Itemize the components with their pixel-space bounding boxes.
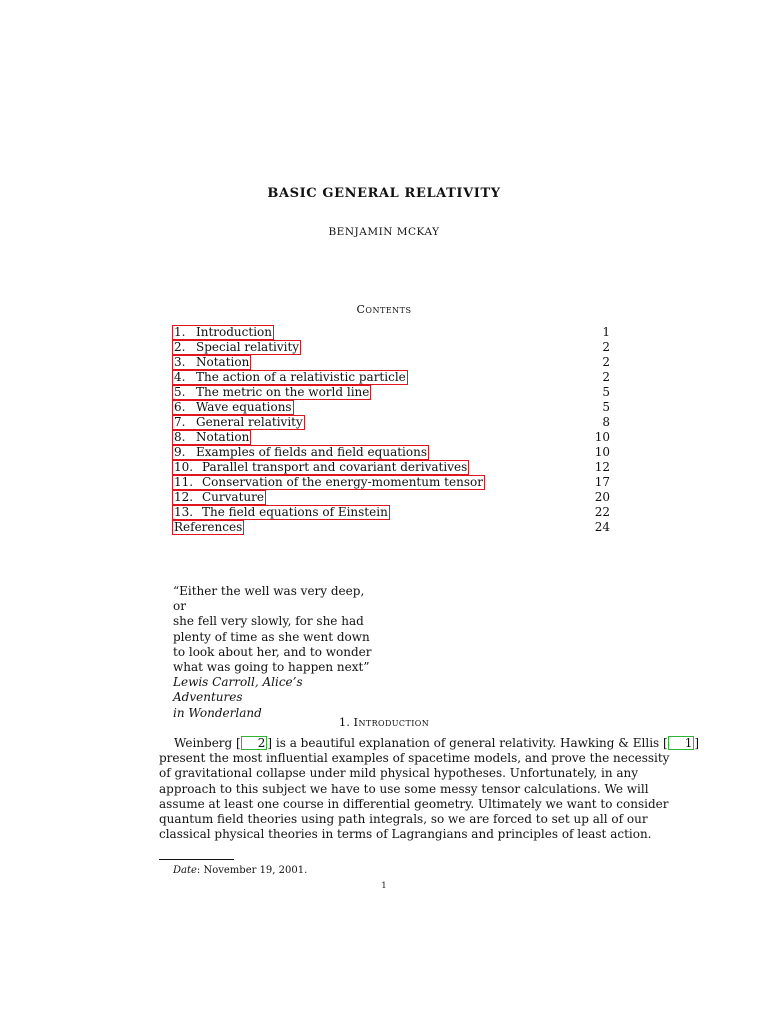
toc-row [172, 370, 610, 385]
epigraph-attribution: in Wonderland [173, 705, 262, 720]
toc-row [172, 415, 610, 430]
toc-row [172, 520, 610, 535]
toc-row [172, 490, 610, 505]
toc-link-einstein-equations[interactable]: 13. The field equations of Einstein [174, 505, 388, 519]
toc-link-parallel-transport[interactable]: 10. Parallel transport and covariant derivatives [174, 460, 468, 474]
paragraph-line: approach to this subject we have to use some messy tensor calculations. We will [159, 781, 649, 796]
toc-row [172, 325, 610, 340]
epigraph-line: what was going to happen next” [173, 660, 370, 675]
toc-row [172, 355, 610, 370]
toc-page-number: 2 [602, 355, 610, 369]
paragraph-line: classical physical theories in terms of Lagrangians and principles of least action. [159, 827, 652, 842]
toc-page-number: 22 [594, 505, 610, 519]
toc-link-notation[interactable]: 3. Notation [174, 355, 250, 369]
toc-link-metric-world-line[interactable]: 5. The metric on the world line [174, 385, 370, 399]
toc-link-references[interactable]: References [174, 520, 243, 534]
toc-row [172, 475, 610, 490]
table-of-contents [172, 325, 610, 535]
footnote-text: : November 19, 2001. [196, 865, 308, 876]
toc-link-curvature[interactable]: 12. Curvature [174, 490, 264, 504]
introduction-paragraph [159, 736, 700, 842]
footnote [173, 865, 307, 876]
toc-page-number: 8 [602, 415, 610, 429]
toc-row [172, 340, 610, 355]
toc-page-number: 24 [594, 520, 610, 534]
toc-row [172, 460, 610, 475]
citation-link[interactable]: 2 [241, 736, 268, 750]
citation-link[interactable]: 1 [668, 736, 695, 750]
toc-link-energy-momentum[interactable]: 11. Conservation of the energy-momentum tensor [174, 475, 483, 489]
paragraph-line: present the most influential examples of spacetime models, and prove the necessity [159, 751, 670, 766]
toc-page-number: 5 [602, 400, 610, 414]
paragraph-line: of gravitational collapse under mild physical hypotheses. Unfortunately, in any [159, 766, 639, 781]
epigraph-line: “Either the well was very deep, or [173, 584, 365, 614]
paragraph-line: assume at least one course in differential geometry. Ultimately we want to consider [159, 796, 669, 811]
footnote-rule [159, 859, 234, 860]
toc-link-fields-equations[interactable]: 9. Examples of fields and field equations [174, 445, 427, 459]
toc-link-general-relativity[interactable]: 7. General relativity [174, 415, 303, 429]
toc-page-number: 10 [594, 445, 610, 459]
section-heading [0, 715, 768, 729]
toc-link-wave-equations[interactable]: 6. Wave equations [174, 400, 292, 414]
epigraph-attribution: Lewis Carroll, Alice’s Adventures [173, 675, 303, 705]
paragraph-line: quantum field theories using path integrals, so we are forced to set up all of our [159, 811, 648, 826]
toc-page-number: 20 [594, 490, 610, 504]
epigraph-line: plenty of time as she went down [173, 629, 370, 644]
toc-page-number: 17 [594, 475, 610, 489]
contents-heading: Contents [356, 303, 412, 316]
toc-link-special-relativity[interactable]: 2. Special relativity [174, 340, 300, 354]
paragraph-line: Weinberg [ 2 ] is a beautiful explanation of general relativity. Hawking & Ellis [ 1 ] [174, 736, 700, 750]
footnote-label: Date [173, 865, 197, 876]
epigraph [173, 584, 373, 721]
paper-author: BENJAMIN MCKAY [328, 226, 440, 238]
toc-page-number: 2 [602, 370, 610, 384]
toc-row [172, 430, 610, 445]
epigraph-line: she fell very slowly, for she had [173, 614, 364, 629]
toc-page-number: 10 [594, 430, 610, 444]
toc-page-number: 5 [602, 385, 610, 399]
section-number: 1. [338, 715, 350, 729]
toc-page-number: 2 [602, 340, 610, 354]
toc-row [172, 400, 610, 415]
toc-row [172, 505, 610, 520]
toc-page-number: 12 [594, 460, 610, 474]
toc-row [172, 445, 610, 460]
toc-link-notation-2[interactable]: 8. Notation [174, 430, 250, 444]
toc-row [172, 385, 610, 400]
epigraph-line: to look about her, and to wonder [173, 644, 372, 659]
toc-link-relativistic-particle[interactable]: 4. The action of a relativistic particle [174, 370, 406, 384]
toc-page-number: 1 [602, 325, 610, 339]
section-title: Introduction [353, 715, 430, 729]
paper-title: BASIC GENERAL RELATIVITY [267, 186, 501, 201]
toc-link-introduction[interactable]: 1. Introduction [174, 325, 272, 339]
page-number: 1 [381, 881, 387, 891]
